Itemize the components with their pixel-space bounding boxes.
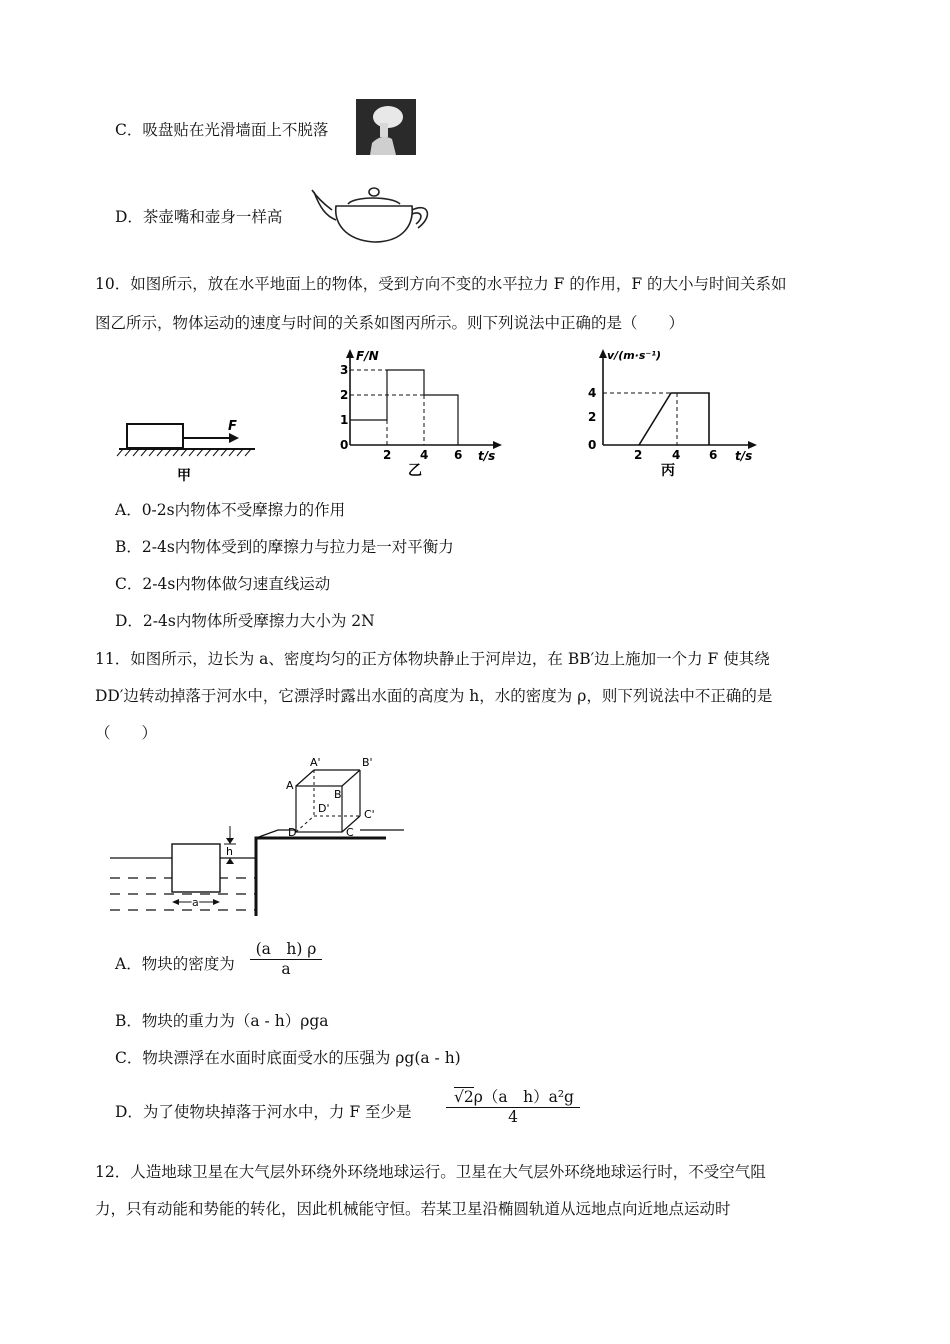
- label-h: h: [226, 845, 233, 858]
- label-a-prime: A': [310, 756, 321, 769]
- q11-option-d-numerator: √2ρ（a h）a²g: [446, 1085, 580, 1108]
- bing-velocity-line: [639, 393, 709, 445]
- yi-x-label: t/s: [478, 449, 496, 463]
- bing-y-label: v/(m·s⁻¹): [607, 349, 662, 362]
- bing-xtick-6: 6: [709, 448, 718, 462]
- yi-tick-2: 2: [340, 388, 349, 402]
- yi-xtick-6: 6: [454, 448, 463, 462]
- q9-option-d: D．茶壶嘴和壶身一样高: [115, 208, 283, 226]
- teapot-icon: [310, 182, 440, 248]
- caption-yi: 乙: [408, 463, 422, 479]
- q10-stem-line-1: 10．如图所示，放在水平地面上的物体，受到方向不变的水平拉力 F 的作用，F 的大小与时间关系如: [95, 275, 787, 293]
- label-a-vertex: A: [286, 779, 294, 792]
- label-b-vertex: B: [334, 788, 342, 801]
- bing-tick-2: 2: [588, 410, 597, 424]
- yi-xtick-2: 2: [383, 448, 392, 462]
- label-d-vertex: D: [288, 826, 297, 839]
- bing-xtick-4: 4: [672, 448, 681, 462]
- yi-tick-3: 3: [340, 363, 349, 377]
- q12-stem-line-2: 力，只有动能和势能的转化，因此机械能守恒。若某卫星沿椭圆轨道从远地点向近地点运动时: [95, 1200, 731, 1218]
- q11-stem-line-3: （ ）: [95, 724, 158, 742]
- q11-option-a-denominator: a: [281, 960, 291, 978]
- q11-option-c: C．物块漂浮在水面时底面受水的压强为 ρg(a - h): [115, 1049, 461, 1067]
- q11-option-d-denominator: 4: [508, 1108, 518, 1126]
- q11-option-d-prefix: D．为了使物块掉落于河水中，力 F 至少是: [115, 1103, 412, 1121]
- q10-option-a: A．0-2s内物体不受摩擦力的作用: [115, 501, 346, 519]
- q10-figure-yi: [330, 345, 510, 480]
- block-shape: [127, 424, 183, 448]
- bing-xtick-2: 2: [634, 448, 643, 462]
- caption-bing: 丙: [661, 463, 675, 479]
- suction-cup-photo: [356, 99, 416, 155]
- label-d-prime: D': [318, 802, 330, 815]
- q10-figure-jia: [115, 410, 265, 485]
- q11-stem-line-2: DD′边转动掉落于河水中，它漂浮时露出水面的高度为 h，水的密度为 ρ，则下列说法中不正确的是: [95, 687, 773, 705]
- yi-tick-1: 1: [340, 413, 349, 427]
- q11-option-a-fraction: [250, 937, 322, 978]
- q10-stem-line-2: 图乙所示，物体运动的速度与时间的关系如图丙所示。则下列说法中正确的是（ ）: [95, 314, 685, 332]
- q10-option-c: C．2-4s内物体做匀速直线运动: [115, 575, 331, 593]
- label-c-vertex: C: [346, 826, 354, 839]
- q11-option-a-prefix: A．物块的密度为: [115, 955, 235, 973]
- q10-option-d: D．2-4s内物体所受摩擦力大小为 2N: [115, 612, 375, 630]
- q11-option-b: B．物块的重力为（a - h）ρga: [115, 1012, 329, 1030]
- q10-figure-bing: [585, 345, 765, 480]
- cube-on-bank: [296, 770, 360, 832]
- yi-xtick-4: 4: [420, 448, 429, 462]
- bing-tick-0: 0: [588, 438, 597, 452]
- q12-stem-line-1: 12．人造地球卫星在大气层外环绕外环绕地球运行。卫星在大气层外环绕地球运行时，不受空气阻: [95, 1163, 766, 1181]
- q10-option-b: B．2-4s内物体受到的摩擦力与拉力是一对平衡力: [115, 538, 454, 556]
- yi-tick-0: 0: [340, 438, 349, 452]
- label-b-prime: B': [362, 756, 373, 769]
- yi-y-label: F/N: [356, 349, 379, 363]
- label-a: a: [192, 896, 199, 909]
- q11-stem-line-1: 11．如图所示，边长为 a、密度均匀的正方体物块静止于河岸边，在 BB′边上施加一个力 F 使其绕: [95, 650, 770, 668]
- force-label: F: [228, 419, 237, 434]
- q11-figure: [108, 752, 413, 922]
- yi-force-step-line: [350, 370, 458, 445]
- q11-option-a-numerator: (a h) ρ: [250, 937, 322, 960]
- caption-jia: 甲: [177, 468, 191, 484]
- q9-option-c: C．吸盘贴在光滑墙面上不脱落: [115, 121, 329, 139]
- bing-tick-4: 4: [588, 386, 597, 400]
- bing-x-label: t/s: [735, 449, 753, 463]
- floating-block: [172, 844, 220, 892]
- sqrt-symbol: √2: [454, 1088, 474, 1106]
- label-c-prime: C': [364, 808, 375, 821]
- q11-option-d-fraction: [446, 1085, 580, 1126]
